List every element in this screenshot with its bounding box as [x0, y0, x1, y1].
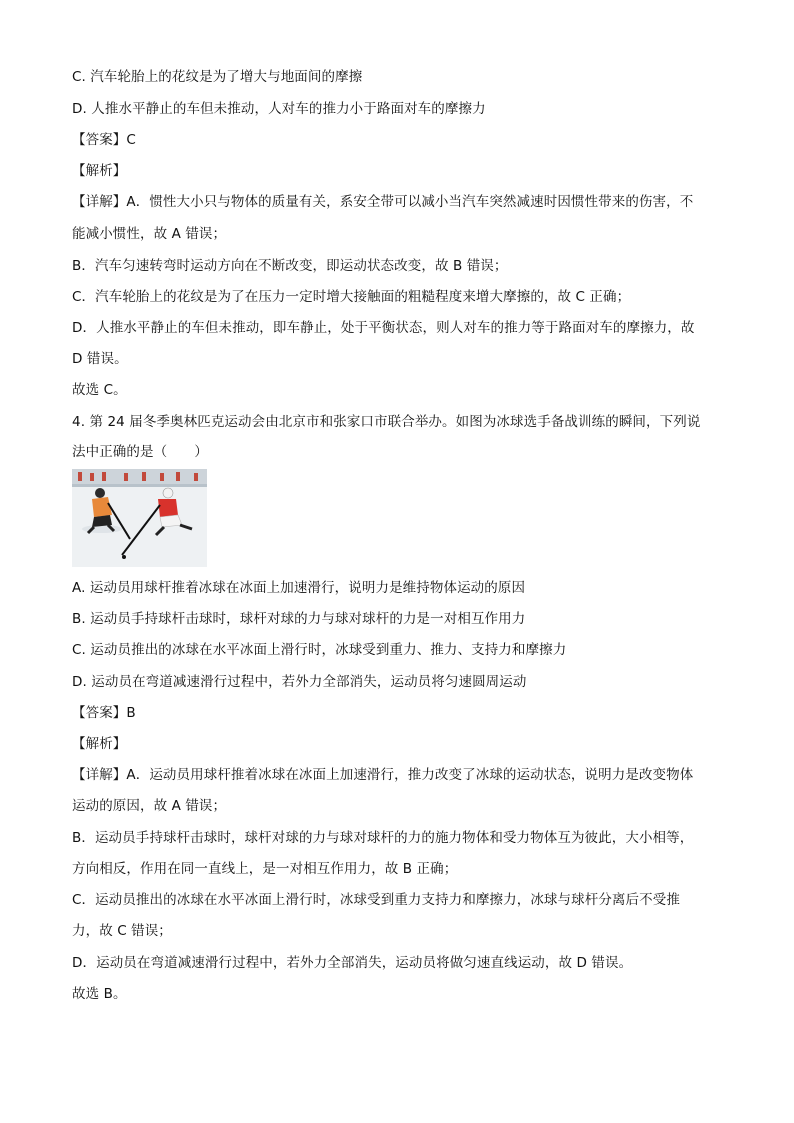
q3-answer: 【答案】C [72, 132, 136, 148]
q4-detail-line: D．运动员在弯道减速滑行过程中，若外力全部消失，运动员将做匀速直线运动，故 D 错误。 [72, 955, 633, 971]
q4-detail-line: 运动的原因，故 A 错误； [72, 798, 227, 814]
q3-detail-line: 【详解】A．惯性大小只与物体的质量有关，系安全带可以减小当汽车突然减速时因惯性带来的伤害，不 [72, 194, 694, 210]
q3-detail-line: B．汽车匀速转弯时运动方向在不断改变，即运动状态改变，故 B 错误； [72, 258, 508, 274]
q4-option-b: B. 运动员手持球杆击球时，球杆对球的力与球对球杆的力是一对相互作用力 [72, 611, 526, 627]
q3-detail-line: 能减小惯性，故 A 错误； [72, 226, 227, 242]
q3-detail-line: D 错误。 [72, 351, 128, 367]
q3-analysis-heading: 【解析】 [72, 163, 127, 179]
q3-option-c: C. 汽车轮胎上的花纹是为了增大与地面间的摩擦 [72, 69, 363, 85]
q4-detail-line: C．运动员推出的冰球在水平冰面上滑行时，冰球受到重力支持力和摩擦力，冰球与球杆分离后不受推 [72, 892, 680, 908]
q4-detail-line: B．运动员手持球杆击球时，球杆对球的力与球对球杆的力的施力物体和受力物体互为彼此，大小相等， [72, 830, 694, 846]
q4-analysis-heading: 【解析】 [72, 736, 127, 752]
q3-conclusion: 故选 C。 [72, 382, 127, 398]
q3-detail-line: C．汽车轮胎上的花纹是为了在压力一定时增大接触面的粗糙程度来增大摩擦的，故 C 正确； [72, 289, 631, 305]
q4-detail-line: 【详解】A．运动员用球杆推着冰球在冰面上加速滑行，推力改变了冰球的运动状态，说明力是改变物体 [72, 767, 694, 783]
q3-option-d: D. 人推水平静止的车但未推动，人对车的推力小于路面对车的摩擦力 [72, 101, 486, 117]
q4-option-a: A. 运动员用球杆推着冰球在冰面上加速滑行，说明力是维持物体运动的原因 [72, 580, 526, 596]
q4-conclusion: 故选 B。 [72, 986, 127, 1002]
q4-option-d: D. 运动员在弯道减速滑行过程中，若外力全部消失，运动员将匀速圆周运动 [72, 674, 527, 690]
q4-answer: 【答案】B [72, 705, 136, 721]
q4-stem-line: 法中正确的是（ ） [72, 444, 208, 460]
q4-detail-line: 力，故 C 错误； [72, 923, 172, 939]
q4-stem-line: 4. 第 24 届冬季奥林匹克运动会由北京市和张家口市联合举办。如图为冰球选手备战训练的瞬间，下列说 [72, 414, 701, 430]
q4-option-c: C. 运动员推出的冰球在水平冰面上滑行时，冰球受到重力、推力、支持力和摩擦力 [72, 642, 567, 658]
ice-hockey-photo [72, 469, 207, 567]
q4-detail-line: 方向相反，作用在同一直线上，是一对相互作用力，故 B 正确； [72, 861, 458, 877]
q3-detail-line: D．人推水平静止的车但未推动，即车静止，处于平衡状态，则人对车的推力等于路面对车的摩擦力，故 [72, 320, 695, 336]
